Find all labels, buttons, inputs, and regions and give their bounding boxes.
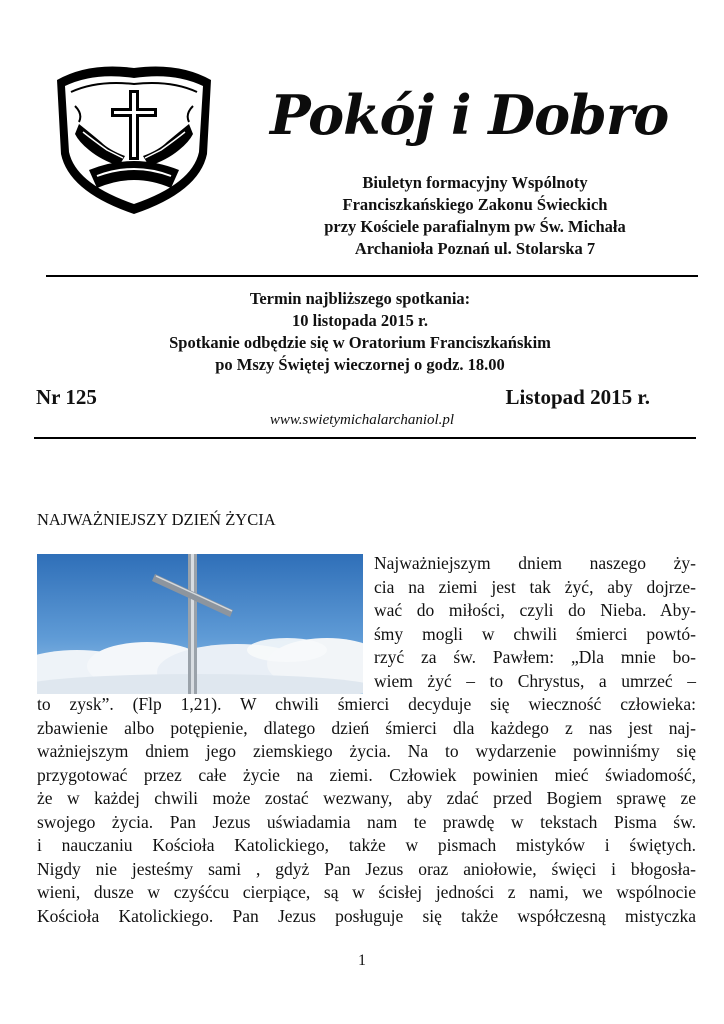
article-line: Kościoła Katolickiego. Pan Jezus posługuje się także współczesną mistyczka <box>37 905 696 926</box>
newsletter-title: Pokój i Dobro <box>270 83 669 147</box>
franciscan-cross-emblem-icon <box>49 62 219 218</box>
article-heading: NAJWAŻNIEJSZY DZIEŃ ŻYCIA <box>37 510 276 529</box>
article-line: i nauczaniu Kościoła Katolickiego, także w pismach mistyków i świętych. <box>37 835 696 855</box>
website-link[interactable]: www.swietymichalarchaniol.pl <box>269 412 455 428</box>
article-line: przygotować przez całe życie na ziemi. Człowiek powinien mieć świadomość, <box>37 764 696 785</box>
header-divider <box>46 275 698 277</box>
article-line: to zysk”. (Flp 1,21). W chwili śmierci decyduje się wieczność człowieka: <box>37 694 696 714</box>
article-line: ważniejszym dniem jego ziemskiego życia. Na to wydarzenie powinniśmy się <box>37 741 696 761</box>
subtitle-line: Archanioła Poznań ul. Stolarska 7 <box>354 239 596 258</box>
article-line: Najważniejszym dniem naszego ży- <box>374 553 696 573</box>
article-body <box>37 693 696 928</box>
subtitle-line: Franciszkańskiego Zakonu Świeckich <box>342 195 608 214</box>
article-line: że w każdej chwili może zostać wezwany, aby zdać przed Bogiem sprawę ze <box>37 788 696 808</box>
meeting-line: Spotkanie odbędzie się w Oratorium Franciszkańskim <box>169 333 551 352</box>
article-line: Nigdy nie jesteśmy sami , gdyż Pan Jezus oraz aniołowie, święci i błogosła- <box>37 858 696 879</box>
page-number: 1 <box>358 952 366 969</box>
meeting-announcement <box>60 288 660 376</box>
article-line: zbawienie albo potępienie, dlatego dzień śmierci dla każdego z nas jest naj- <box>37 717 696 738</box>
article-line: rzyć za św. Pawłem: „Dla mnie bo- <box>374 647 696 667</box>
meeting-line: po Mszy Świętej wieczornej o godz. 18.00 <box>215 355 505 374</box>
subtitle-line: przy Kościele parafialnym pw Św. Michała <box>324 217 626 236</box>
newsletter-subtitle <box>270 172 680 260</box>
article-line: wieni, dusze w czyśćcu cierpiące, są w ścisłej jedności z nami, we wspólnocie <box>37 882 696 902</box>
article-line: wać do miłości, czyli do Nieba. Aby- <box>374 600 696 620</box>
subtitle-line: Biuletyn formacyjny Wspólnoty <box>362 173 588 192</box>
article-line: swojego życia. Pan Jezus uświadamia nam te prawdę w tekstach Pisma św. <box>37 811 696 832</box>
article-line: wiem żyć – to Chrystus, a umrzeć – <box>374 670 696 691</box>
meeting-line: 10 listopada 2015 r. <box>292 311 428 330</box>
meeting-line: Termin najbliższego spotkania: <box>249 289 471 308</box>
article-line: śmy mogli w chwili śmierci powtó- <box>374 623 696 644</box>
article-intro-column <box>374 552 696 693</box>
issue-divider <box>34 437 696 439</box>
issue-date: Listopad 2015 r. <box>505 385 650 409</box>
cross-against-sky-photo <box>37 554 363 694</box>
article-line: cia na ziemi jest tak żyć, aby dojrze- <box>374 576 696 597</box>
issue-number: Nr 125 <box>36 385 97 409</box>
